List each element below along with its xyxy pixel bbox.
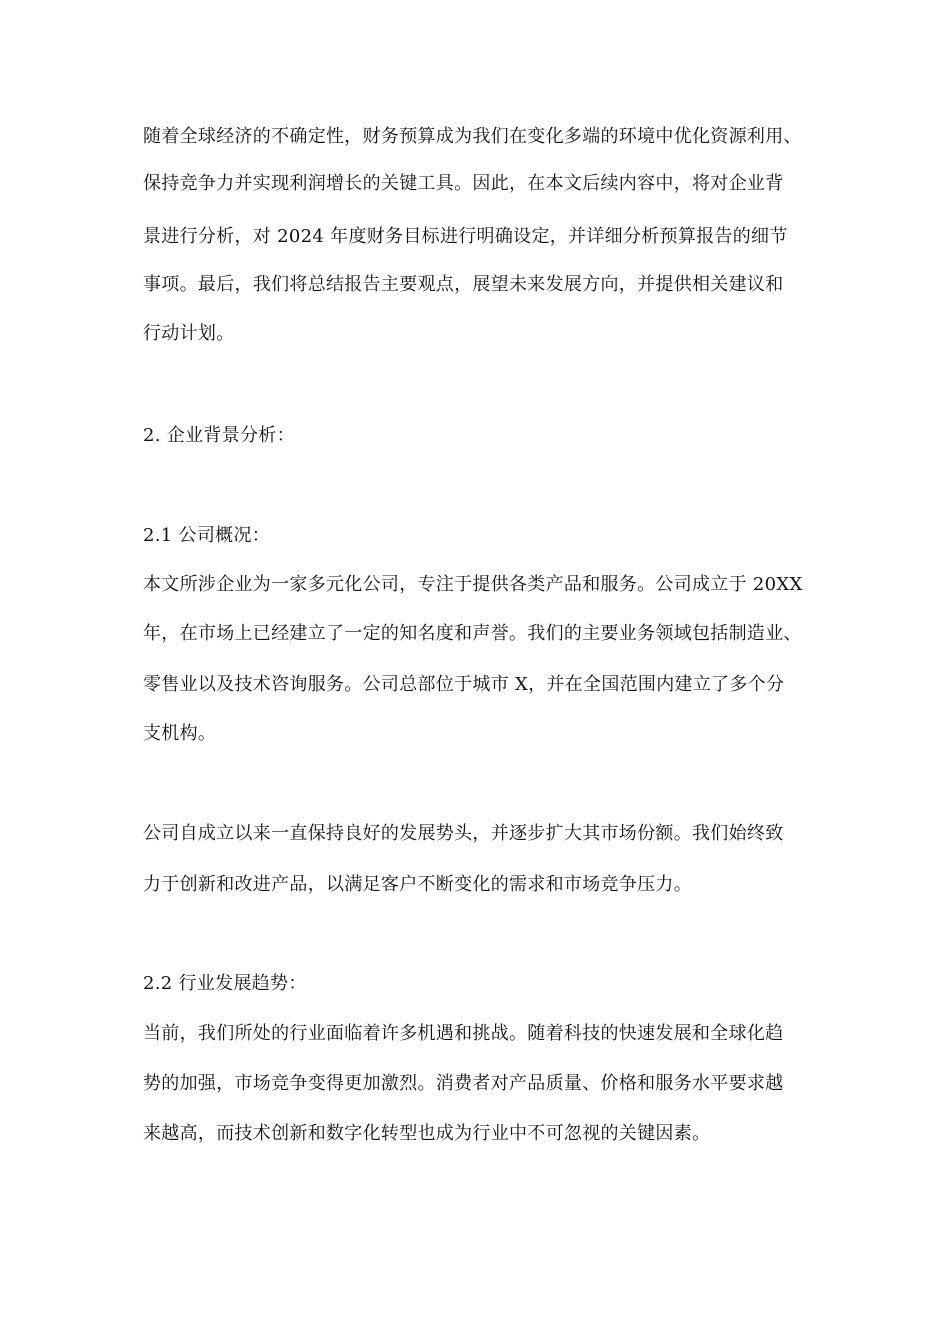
intro-line-5: 行动计划。 <box>143 323 235 344</box>
intro-line-1: 随着全球经济的不确定性，财务预算成为我们在变化多端的环境中优化资源利用、 <box>143 126 802 147</box>
section-2-2-heading: 2.2 行业发展趋势： <box>143 973 307 994</box>
section-2-heading: 2. 企业背景分析： <box>143 425 295 446</box>
intro-line-4: 事项。最后，我们将总结报告主要观点，展望未来发展方向，并提供相关建议和 <box>143 274 784 295</box>
intro-line-3: 景进行分析，对 2024 年度财务目标进行明确设定，并详细分析预算报告的细节 <box>143 226 788 247</box>
section-2-1-heading: 2.1 公司概况： <box>143 525 271 546</box>
section-2-1-p1-line-1: 本文所涉企业为一家多元化公司，专注于提供各类产品和服务。公司成立于 20XX <box>143 574 803 595</box>
section-2-1-p2-line-2: 力于创新和改进产品，以满足客户不断变化的需求和市场竞争压力。 <box>143 874 692 895</box>
section-2-1-p1-line-4: 支机构。 <box>143 723 217 744</box>
section-2-1-p1-line-3: 零售业以及技术咨询服务。公司总部位于城市 X，并在全国范围内建立了多个分 <box>143 674 785 695</box>
section-2-2-p1-line-1: 当前，我们所处的行业面临着许多机遇和挑战。随着科技的快速发展和全球化趋 <box>143 1023 784 1044</box>
section-2-2-p1-line-2: 势的加强，市场竞争变得更加激烈。消费者对产品质量、价格和服务水平要求越 <box>143 1073 784 1094</box>
section-2-1-p1-line-2: 年，在市场上已经建立了一定的知名度和声誉。我们的主要业务领域包括制造业、 <box>143 623 802 644</box>
section-2-1-p2-line-1: 公司自成立以来一直保持良好的发展势头，并逐步扩大其市场份额。我们始终致 <box>143 823 784 844</box>
section-2-2-p1-line-3: 来越高，而技术创新和数字化转型也成为行业中不可忽视的关键因素。 <box>143 1123 711 1144</box>
intro-line-2: 保持竞争力并实现利润增长的关键工具。因此，在本文后续内容中，将对企业背 <box>143 173 784 194</box>
